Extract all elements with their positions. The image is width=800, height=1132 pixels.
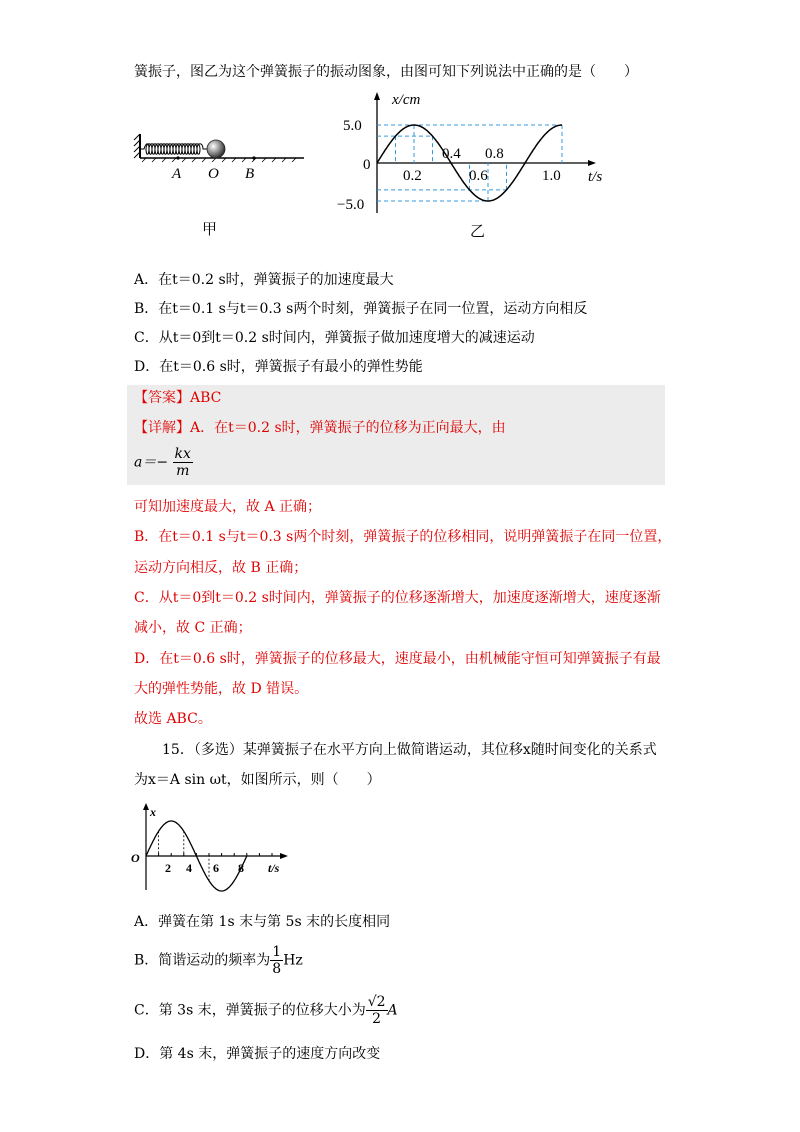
q15-option-b-text: B．简谐运动的频率为 bbox=[134, 952, 271, 969]
x-tick-0-4: 0.4 bbox=[442, 146, 461, 162]
x-tick-0-6: 0.6 bbox=[469, 168, 488, 184]
x-tick-0-8: 0.8 bbox=[485, 146, 504, 162]
y-tick-0: 0 bbox=[363, 157, 371, 173]
q15-option-c-den: 2 bbox=[372, 1011, 382, 1027]
q15-option-c-text: C．第 3s 末，弹簧振子的位移大小为 bbox=[134, 1002, 366, 1019]
formula-denominator: m bbox=[176, 463, 190, 479]
q15-graph bbox=[128, 800, 298, 895]
answer-line-5: 减小，故 C 正确； bbox=[134, 620, 252, 636]
q15-option-c-num: √2 bbox=[367, 994, 386, 1010]
answer-line-7: 大的弹性势能，故 D 错误。 bbox=[134, 681, 309, 697]
y-axis-arrow bbox=[374, 92, 380, 100]
oscillator-ball bbox=[207, 140, 225, 158]
label-o: O bbox=[208, 166, 219, 182]
q15-option-c-fraction bbox=[366, 994, 388, 1027]
caption-jia: 甲 bbox=[202, 222, 218, 238]
q15-x-label: t/s bbox=[268, 861, 280, 875]
point-b-marker bbox=[252, 156, 255, 159]
q15-stem-1: 15．（多选）某弹簧振子在水平方向上做简谐运动，其位移x随时间变化的关系式 bbox=[162, 742, 657, 758]
q15-option-b-den: 8 bbox=[272, 961, 282, 977]
formula-fraction bbox=[173, 446, 193, 479]
q15-y-axis-arrow bbox=[143, 803, 149, 810]
y-tick-neg5: −5.0 bbox=[337, 197, 365, 213]
answer-line-4: C．从t＝0到t＝0.2 s时间内，弹簧振子的位移逐渐增大，加速度逐渐增大，速度逐渐 bbox=[134, 590, 661, 606]
q15-option-b bbox=[134, 944, 303, 977]
spring-oscillator-figure bbox=[132, 120, 312, 240]
q15-origin: O bbox=[131, 851, 140, 865]
q15-tick-6: 6 bbox=[213, 861, 219, 875]
label-a: A bbox=[172, 166, 182, 182]
label-b: B bbox=[245, 166, 255, 182]
point-a-marker bbox=[176, 156, 179, 159]
question-intro: 簧振子，图乙为这个弹簧振子的振动图象，由图可知下列说法中正确的是（ ） bbox=[134, 64, 638, 80]
q14-option-b: B．在t＝0.1 s与t＝0.3 s两个时刻，弹簧振子在同一位置，运动方向相反 bbox=[134, 301, 588, 317]
x-axis-label: t/s bbox=[588, 169, 603, 185]
x-tick-1-0: 1.0 bbox=[542, 168, 561, 184]
y-tick-5: 5.0 bbox=[343, 118, 362, 134]
answer-label: 【答案】ABC bbox=[134, 390, 222, 406]
x-axis-arrow bbox=[588, 160, 596, 166]
spring bbox=[140, 144, 208, 155]
formula-lhs: a＝− bbox=[134, 454, 169, 471]
formula-numerator: kx bbox=[174, 446, 191, 462]
q15-tick-2: 2 bbox=[165, 861, 171, 875]
q15-option-a: A．弹簧在第 1s 末与第 5s 末的长度相同 bbox=[134, 914, 391, 930]
q14-option-d: D．在t＝0.6 s时，弹簧振子有最小的弹性势能 bbox=[134, 359, 423, 375]
q15-option-b-fraction bbox=[270, 944, 283, 977]
q15-tick-8: 8 bbox=[238, 861, 244, 875]
q15-y-label: x bbox=[150, 805, 156, 819]
answer-formula bbox=[134, 446, 193, 479]
answer-line-1: 可知加速度最大，故 A 正确； bbox=[134, 499, 322, 515]
answer-detail-head: 【详解】A．在t＝0.2 s时，弹簧振子的位移为正向最大，由 bbox=[134, 420, 506, 436]
q15-option-d: D．第 4s 末，弹簧振子的速度方向改变 bbox=[134, 1046, 381, 1062]
q15-option-c bbox=[134, 994, 398, 1027]
y-axis-label: x/cm bbox=[392, 92, 421, 108]
caption-yi: 乙 bbox=[470, 224, 486, 240]
answer-line-3: 运动方向相反，故 B 正确； bbox=[134, 560, 308, 576]
q15-tick-4: 4 bbox=[186, 861, 192, 875]
q15-stem-2: 为x＝A sin ωt，如图所示，则（ ） bbox=[134, 772, 381, 788]
x-tick-0-2: 0.2 bbox=[403, 168, 422, 184]
answer-line-8: 故选 ABC。 bbox=[134, 711, 212, 727]
q14-option-a: A．在t＝0.2 s时，弹簧振子的加速度最大 bbox=[134, 272, 394, 288]
q15-option-c-unit: A bbox=[387, 1002, 398, 1019]
answer-line-2: B．在t＝0.1 s与t＝0.3 s两个时刻，弹簧振子的位移相同，说明弹簧振子在同一位置， bbox=[134, 529, 672, 545]
q15-option-b-num: 1 bbox=[272, 944, 282, 960]
answer-line-6: D．在t＝0.6 s时，弹簧振子的位移最大，速度最小，由机械能守恒可知弹簧振子有最 bbox=[134, 651, 661, 667]
q15-option-b-unit: Hz bbox=[283, 952, 303, 969]
q14-option-c: C．从t＝0到t＝0.2 s时间内，弹簧振子做加速度增大的减速运动 bbox=[134, 330, 535, 346]
vibration-graph bbox=[330, 88, 620, 243]
q15-x-axis-arrow bbox=[280, 853, 288, 859]
